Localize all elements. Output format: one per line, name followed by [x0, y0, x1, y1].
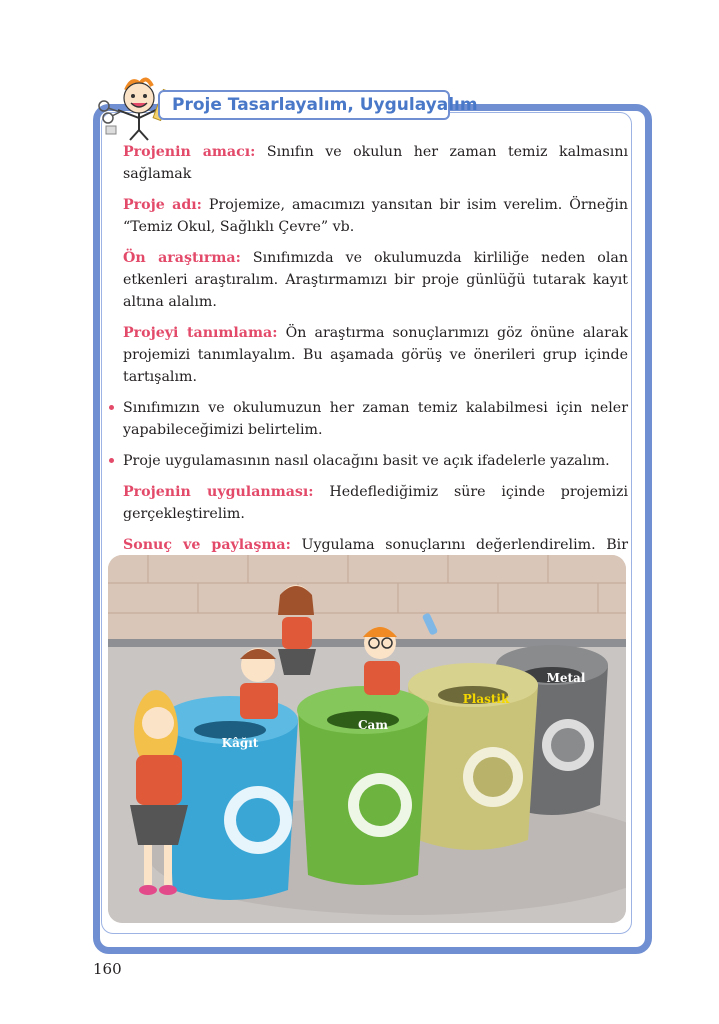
section-title-bar — [158, 90, 478, 120]
page-title: Proje Tasarlayalım, Uygulayalım — [172, 95, 478, 115]
child-boy-middle — [240, 648, 278, 719]
bin-label-plastic: Plastik — [462, 692, 510, 706]
section-text: Hedeflediğimiz süre içinde projemizi gerçekleştirelim. — [123, 484, 628, 522]
section-text: Ön araştırma sonuçlarımızı göz önüne alarak projemizi tanımlayalım. Bu aşamada görüş ve önerileri grup içinde tartışalım. — [123, 325, 629, 385]
recycling-illustration — [108, 555, 626, 923]
term-label: Projenin amacı: — [123, 144, 256, 160]
section-text: Sınıfımızda ve okulumuzda kirliliğe neden olan etkenleri araştıralım. Araştırmamızı bir proje günlüğü tutarak kayıt altına alalım. — [123, 250, 628, 310]
section-text: Uygulama sonuçlarını değerlendirelim. Bir — [301, 537, 628, 553]
section-research — [123, 247, 628, 313]
child-girl-back — [278, 585, 316, 675]
content-area — [123, 141, 628, 587]
paper-bin — [162, 696, 298, 900]
term-label: Proje adı: — [123, 197, 202, 213]
page-number: 160 — [93, 960, 122, 978]
term-label: Ön araştırma: — [123, 250, 241, 266]
glass-bin — [297, 686, 429, 885]
term-label: Projenin uygulanması: — [123, 484, 314, 500]
bullet-item: Sınıfımızın ve okulumuzun her zaman temiz kalabilmesi için neler yapabileceğimizi belirtelim. — [123, 397, 628, 441]
bin-label-glass: Cam — [357, 718, 389, 732]
bullet-item: Proje uygulamasının nasıl olacağını basit ve açık ifadelerle yazalım. — [123, 450, 628, 472]
section-definition — [123, 322, 628, 388]
section-text: Projemize, amacımızı yansıtan bir isim verelim. Örneğin “Temiz Okul, Sağlıklı Çevre” vb. — [123, 197, 628, 235]
bin-label-metal: Metal — [546, 671, 586, 685]
bin-label-paper: Kâğıt — [221, 736, 259, 750]
section-implementation — [123, 481, 628, 525]
section-name — [123, 194, 628, 238]
term-label: Sonuç ve paylaşma: — [123, 537, 291, 553]
section-purpose — [123, 141, 628, 185]
section-text: Sınıfın ve okulun her zaman temiz kalmasını sağlamak — [123, 144, 629, 182]
recycling-scene — [108, 555, 626, 923]
term-label: Projeyi tanımlama: — [123, 325, 278, 341]
